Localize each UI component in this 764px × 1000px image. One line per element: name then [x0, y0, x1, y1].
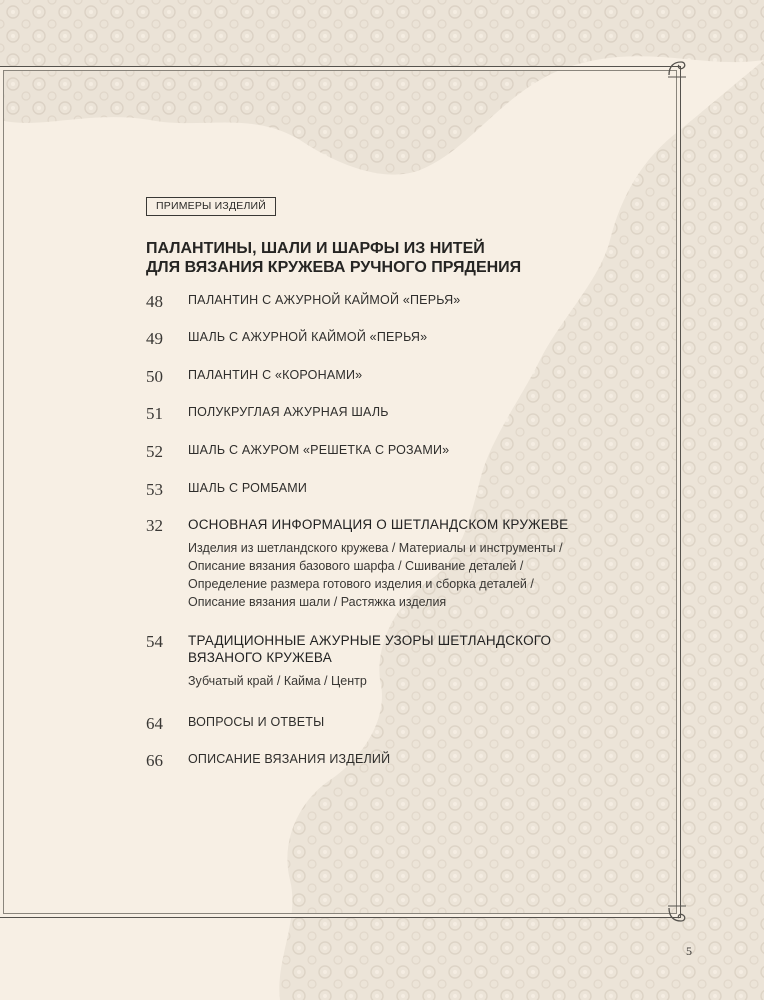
- toc-title: ШАЛЬ С РОМБАМИ: [188, 481, 308, 495]
- toc-page-number: 64: [146, 714, 163, 733]
- toc-title: ШАЛЬ С АЖУРОМ «РЕШЕТКА С РОЗАМИ»: [188, 443, 450, 457]
- toc-page-number: 48: [146, 292, 163, 311]
- toc-title-line: ВЯЗАНОГО КРУЖЕВА: [188, 650, 332, 665]
- toc-page-number: 66: [146, 751, 163, 770]
- toc-page-number: 51: [146, 404, 163, 423]
- toc-subtopics: [188, 539, 628, 611]
- toc-subtopic-line: Описание вязания базового шарфа / Сшивание деталей /: [188, 559, 524, 573]
- corner-ornament-icon: [666, 903, 688, 925]
- toc-page-number: 52: [146, 442, 163, 461]
- section-title-line: ПАЛАНТИНЫ, ШАЛИ И ШАРФЫ ИЗ НИТЕЙ: [146, 240, 485, 257]
- section-title: [146, 239, 606, 277]
- toc-subtopic-line: Определение размера готового изделия и сборка деталей /: [188, 577, 534, 591]
- section-title-line: ДЛЯ ВЯЗАНИЯ КРУЖЕВА РУЧНОГО ПРЯДЕНИЯ: [146, 259, 522, 276]
- toc-title: ВОПРОСЫ И ОТВЕТЫ: [188, 715, 325, 729]
- toc-subtopic-line: Описание вязания шали / Растяжка изделия: [188, 595, 447, 609]
- toc-title-line: ТРАДИЦИОННЫЕ АЖУРНЫЕ УЗОРЫ ШЕТЛАНДСКОГО: [188, 633, 552, 648]
- toc-subtopics: [188, 672, 628, 690]
- toc-subtopic-line: Зубчатый край / Кайма / Центр: [188, 674, 367, 688]
- toc-page-number: 32: [146, 516, 163, 535]
- toc-title: [188, 632, 628, 666]
- toc-title: ПОЛУКРУГЛАЯ АЖУРНАЯ ШАЛЬ: [188, 405, 389, 419]
- toc-page-number: 54: [146, 632, 163, 651]
- toc-title: ПАЛАНТИН С «КОРОНАМИ»: [188, 368, 363, 382]
- toc-page-number: 53: [146, 480, 163, 499]
- toc-title: ОСНОВНАЯ ИНФОРМАЦИЯ О ШЕТЛАНДСКОМ КРУЖЕВЕ: [188, 517, 569, 532]
- section-tag: ПРИМЕРЫ ИЗДЕЛИЙ: [146, 197, 276, 216]
- toc-title: ОПИСАНИЕ ВЯЗАНИЯ ИЗДЕЛИЙ: [188, 752, 391, 766]
- toc-page-number: 49: [146, 329, 163, 348]
- corner-ornament-icon: [666, 58, 688, 80]
- toc-page-number: 50: [146, 367, 163, 386]
- toc-title: ПАЛАНТИН С АЖУРНОЙ КАЙМОЙ «ПЕРЬЯ»: [188, 293, 461, 307]
- toc-title: ШАЛЬ С АЖУРНОЙ КАЙМОЙ «ПЕРЬЯ»: [188, 330, 428, 344]
- toc-subtopic-line: Изделия из шетландского кружева / Материалы и инструменты /: [188, 541, 563, 555]
- page-number: 5: [686, 944, 692, 958]
